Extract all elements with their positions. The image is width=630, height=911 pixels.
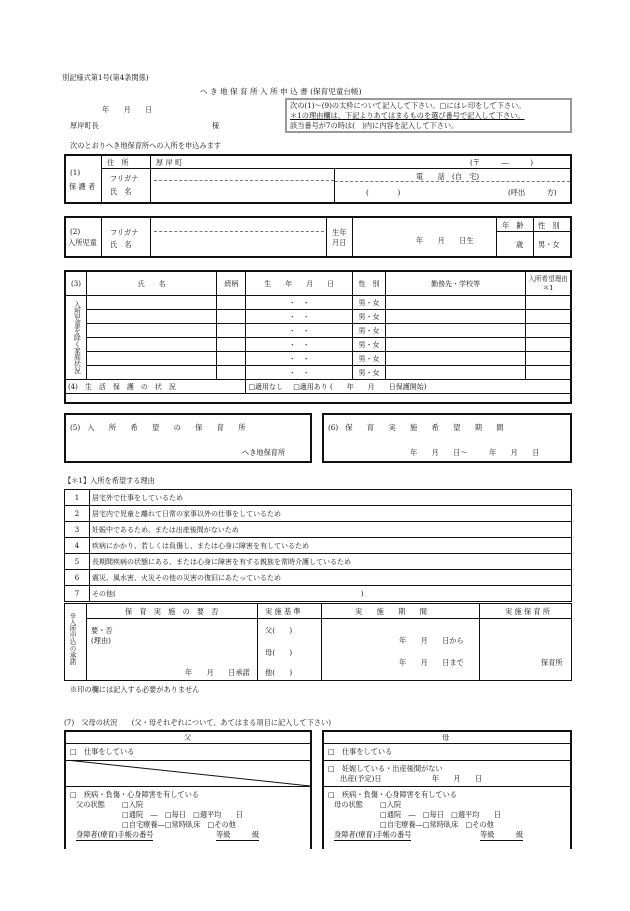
section-number: (3) [66,272,87,296]
father-state-label: 父の状態 [76,800,105,809]
table-row [65,506,572,522]
table-row [65,490,572,506]
standard-other-field[interactable]: 他( ) [265,668,293,677]
birthdate-cell[interactable]: ・ ・ [246,310,353,324]
relation-cell[interactable] [217,310,246,324]
approval-note: ※印の欄には記入する必要がありません [70,685,200,694]
form-number: 別記様式第1号(第4条関係) [62,73,149,82]
intro-text: 次のとおりへき地保育所への入所を申込みます [70,141,221,150]
name-cell[interactable] [86,296,216,310]
mother-cert-field[interactable]: 身障者(療育)手帳の番号 [334,830,412,839]
mother-working-checkbox[interactable]: □ 仕事をしている [328,747,393,756]
father-header: 父 [184,733,192,742]
welfare-none-checkbox[interactable]: □適用なし [248,382,283,391]
application-date: 年 月 日 [102,105,153,114]
family-section [64,270,572,404]
table-row [66,296,571,310]
reason-cell[interactable] [526,296,571,310]
relation-cell[interactable] [217,366,246,380]
birthdate-cell[interactable]: ・ ・ [246,352,353,366]
name-cell[interactable] [86,324,216,338]
period-from-field[interactable]: 年 月 日から [399,636,464,645]
table-row [66,366,571,380]
birthdate-field[interactable]: 年 月 日生 [416,236,474,245]
reason-cell[interactable] [526,338,571,352]
mother-ill-checkbox[interactable]: □ 疾病・負傷・心身障害を有している [328,790,457,799]
parents-title: (7) 父母の状況 (父・母それぞれについて、あてはまる項目に記入して下さい) [64,718,332,727]
guardian-furigana-field[interactable] [154,169,334,181]
approval-header-period: 実 施 期 間 [355,607,427,616]
father-working-checkbox[interactable]: □ 仕事をしている [70,747,135,756]
header-relation: 続柄 [217,272,246,296]
approval-nursery-field[interactable]: 保育所 [541,658,563,667]
guardian-section [64,154,572,204]
workplace-cell[interactable] [385,352,525,366]
name-cell[interactable] [86,338,216,352]
reason-text: 長期間疾病の状態にある、または心身に障害を有する親族を常時介護しているため [90,554,572,570]
father-outpatient-checkbox[interactable]: □通院 ― □毎日 □週平均 日 [122,810,243,819]
birthdate-cell[interactable]: ・ ・ [246,338,353,352]
relation-cell[interactable] [217,296,246,310]
phone-label: 電 話 (自 宅) [416,172,480,181]
desired-nursery-section [64,413,312,463]
workplace-cell[interactable] [385,366,525,380]
name-cell[interactable] [86,352,216,366]
address-field[interactable]: 厚 岸 町 [156,158,183,167]
father-grade-field[interactable]: 等級 級 [216,830,260,839]
reason-cell[interactable] [526,324,571,338]
reason-cell[interactable] [526,366,571,380]
sex-cell[interactable]: 男・女 [353,366,386,380]
birthdate-cell[interactable]: ・ ・ [246,296,353,310]
phone-field[interactable]: ( ) [366,188,401,197]
desired-period-section [322,413,572,463]
postal-code-field[interactable]: (〒 ― ) [470,158,534,167]
table-row [65,570,572,586]
name-cell[interactable] [86,366,216,380]
address-label: 住 所 [107,158,129,167]
workplace-cell[interactable] [385,338,525,352]
header-name: 氏 名 [86,272,216,296]
family-side-label: 入所児童を除く家庭状況 [72,301,81,374]
approval-header-nursery: 実 施 保 育 所 [505,607,551,616]
table-row [66,310,571,324]
table-row [65,538,572,554]
header-workplace: 勤務先・学校等 [385,272,525,296]
reason-text: 疾病にかかり、若しくは負傷し、または心身に障害を有しているため [90,538,572,554]
furigana-label: フリガナ [110,228,139,237]
name-label: 氏 名 [110,187,132,196]
reason-cell[interactable] [526,352,571,366]
workplace-cell[interactable] [385,310,525,324]
welfare-label: (4) 生 活 保 護 の 状 況 [66,380,246,394]
instruction-line: ＊1の理由欄は、下記よりあてはまるものを選び番号で記入して下さい。 [290,111,525,120]
sex-header: 性 別 [538,221,560,230]
birthdate-cell[interactable]: ・ ・ [246,324,353,338]
father-ill-checkbox[interactable]: □ 疾病・負傷・心身障害を有している [70,790,199,799]
welfare-yes-checkbox[interactable]: □適用あり ( 年 月 日保護開始) [293,382,427,391]
reason-text: 居宅内で児童と離れて日常の家事以外の仕事をしているため [90,506,572,522]
father-section [64,730,312,849]
approval-need-field[interactable]: 要・否 [91,626,113,635]
child-section [64,216,572,258]
father-cert-field[interactable]: 身障者(療育)手帳の番号 [76,830,154,839]
addressee-honorific: 様 [212,121,220,130]
workplace-cell[interactable] [385,324,525,338]
reason-text: 震災、風水害、火災その他の災害の復旧にあたっているため [90,570,572,586]
reason-number: 5 [65,554,90,570]
sex-cell[interactable]: 男・女 [353,338,386,352]
furigana-label: フリガナ [110,174,139,183]
reason-number: 1 [65,490,90,506]
header-sex: 性 別 [353,272,386,296]
desired-period-label: (6) 保 育 実 施 希 望 期 間 [328,423,504,432]
age-field[interactable]: 歳 [516,240,524,249]
child-furigana-field[interactable] [154,218,324,232]
mother-header: 母 [442,733,450,742]
reasons-title: 【＊1】入所を希望する理由 [64,476,155,485]
diagonal-line [66,760,310,788]
mother-state-label: 母の状態 [334,800,363,809]
reason-text: 居宅外で仕事をしているため [90,490,572,506]
contact-field[interactable]: (呼出 方) [508,188,557,197]
approval-reason-label: (理由) [91,636,111,645]
reason-number: 3 [65,522,90,538]
approval-header-standard: 実 施 基 準 [265,607,301,616]
approval-section [64,603,572,681]
mother-admit-checkbox[interactable]: □入院 [380,800,402,809]
section-number: (1) [70,168,81,177]
mother-grade-field[interactable]: 等級 級 [480,830,524,839]
reason-text: 妊娠中であるため、または出産後間がないため [90,522,572,538]
reason-cell[interactable] [526,310,571,324]
period-to-field[interactable]: 年 月 日まで [399,658,464,667]
table-row [65,522,572,538]
table-row [65,586,572,602]
father-home-checkbox[interactable]: □自宅療養―□常時臥床 □その他 [122,820,236,829]
mother-home-checkbox[interactable]: □自宅療養―□常時臥床 □その他 [380,820,494,829]
reason-other-field[interactable]: その他( ) [90,586,572,602]
birthdate-cell[interactable]: ・ ・ [246,366,353,380]
guardian-label: 保 護 者 [69,182,96,191]
sex-cell[interactable]: 男・女 [353,310,386,324]
standard-mother-field[interactable]: 母( ) [265,648,293,657]
father-admit-checkbox[interactable]: □入院 [122,800,144,809]
relation-cell[interactable] [217,324,246,338]
header-reason: 入所希望理由＊1 [526,272,571,296]
mother-section [322,730,572,849]
desired-nursery-field[interactable]: へき地保育所 [242,448,286,457]
reason-number: 6 [65,570,90,586]
header-birthdate: 生 年 月 日 [246,272,353,296]
table-row [66,352,571,366]
relation-cell[interactable] [217,338,246,352]
instructions-box [285,98,572,133]
table-row [66,324,571,338]
mother-due-date-field[interactable]: 出産(予定)日 年 月 日 [340,774,483,783]
standard-father-field[interactable]: 父( ) [265,626,293,635]
sex-cell[interactable]: 男・女 [353,352,386,366]
family-table [65,271,571,394]
age-header: 年 齢 [502,221,524,230]
relation-cell[interactable] [217,352,246,366]
reasons-table [64,489,572,602]
mother-pregnant-checkbox[interactable]: □ 妊娠している・出産後間がない [328,764,443,773]
sex-cell[interactable]: 男・女 [353,296,386,310]
sex-cell[interactable]: 男・女 [353,324,386,338]
approval-side-label: ※入所申込の承諾 [68,612,76,665]
instruction-line: 次の(1)～(9)の太枠について記入して下さい。□にはレ印をして下さい。 [290,101,526,110]
table-row [66,338,571,352]
reason-number: 7 [65,586,90,602]
approval-date-field[interactable]: 年 月 日承諾 [185,668,250,677]
reason-number: 4 [65,538,90,554]
instruction-line: 該当番号が7の時は( )内に内容を記入して下さい。 [290,121,459,130]
desired-nursery-label: (5) 入 所 希 望 の 保 育 所 [70,423,246,432]
mother-outpatient-checkbox[interactable]: □通院 ― □毎日 □週平均 日 [380,810,501,819]
name-cell[interactable] [86,310,216,324]
addressee: 厚岸町長 [70,121,99,130]
name-label: 氏 名 [110,240,132,249]
approval-header-need: 保 育 実 施 の 要 否 [125,607,219,616]
workplace-cell[interactable] [385,296,525,310]
reason-number: 2 [65,506,90,522]
child-label: 入所児童 [68,238,97,247]
desired-period-field[interactable]: 年 月 日～ 年 月 日 [410,448,540,457]
sex-field[interactable]: 男・女 [538,240,560,249]
section-number: (2) [70,227,81,236]
table-row [65,554,572,570]
page-title: へ き 地 保 育 所 入 所 申 込 書 (保育児童台帳) [200,87,362,96]
birthdate-label: 生年 月日 [332,228,347,247]
